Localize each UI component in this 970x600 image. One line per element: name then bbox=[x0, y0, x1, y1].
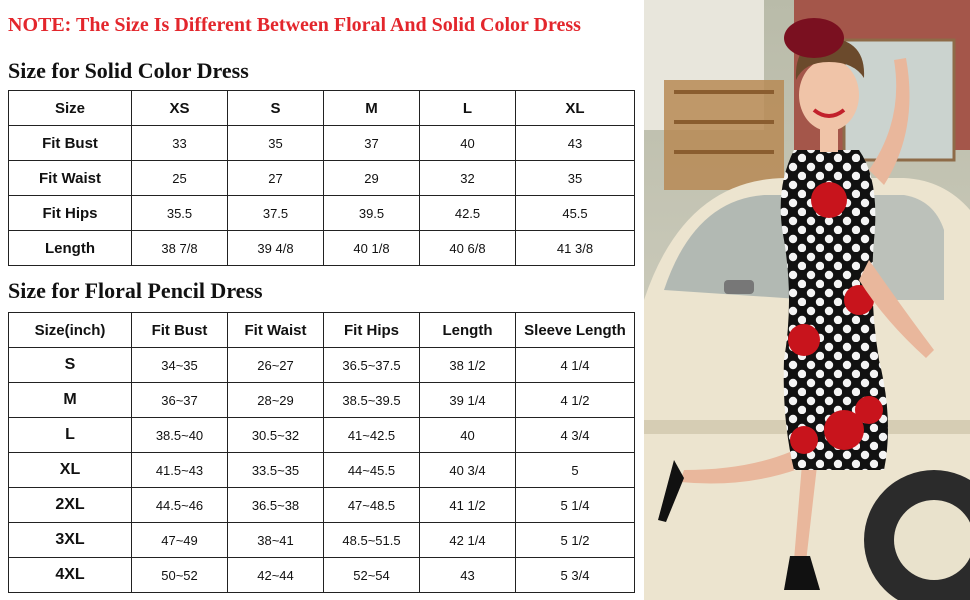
table-cell: 37 bbox=[324, 126, 420, 161]
table-cell: 43 bbox=[420, 558, 516, 593]
row-label: Length bbox=[9, 231, 132, 266]
floral-size-title: Size for Floral Pencil Dress bbox=[8, 278, 263, 303]
column-header: Fit Bust bbox=[132, 313, 228, 348]
table-cell: 34~35 bbox=[132, 348, 228, 383]
model-face bbox=[799, 59, 859, 131]
table-cell: 41 1/2 bbox=[420, 488, 516, 523]
table-cell: 29 bbox=[324, 161, 420, 196]
row-label: M bbox=[9, 383, 132, 418]
column-header: Fit Hips bbox=[324, 313, 420, 348]
table-cell: 28~29 bbox=[228, 383, 324, 418]
table-cell: 4 3/4 bbox=[516, 418, 635, 453]
row-label: 2XL bbox=[9, 488, 132, 523]
table-cell: 37.5 bbox=[228, 196, 324, 231]
table-cell: 38~41 bbox=[228, 523, 324, 558]
model-photo bbox=[644, 0, 970, 600]
table-row bbox=[9, 161, 635, 196]
table-cell: 43 bbox=[516, 126, 635, 161]
table-cell: 26~27 bbox=[228, 348, 324, 383]
size-note: NOTE: The Size Is Different Between Floral And Solid Color Dress bbox=[8, 14, 581, 36]
table-cell: 38.5~39.5 bbox=[324, 383, 420, 418]
table-cell: 42.5 bbox=[420, 196, 516, 231]
column-header: L bbox=[420, 91, 516, 126]
row-label: 3XL bbox=[9, 523, 132, 558]
table-header-row bbox=[9, 313, 635, 348]
table-header-row bbox=[9, 91, 635, 126]
table-row bbox=[9, 383, 635, 418]
table-row bbox=[9, 558, 635, 593]
row-label: Fit Waist bbox=[9, 161, 132, 196]
table-cell: 25 bbox=[132, 161, 228, 196]
table-cell: 47~48.5 bbox=[324, 488, 420, 523]
table-row bbox=[9, 196, 635, 231]
red-hat bbox=[784, 18, 844, 58]
table-row bbox=[9, 418, 635, 453]
table-cell: 47~49 bbox=[132, 523, 228, 558]
row-label: Fit Bust bbox=[9, 126, 132, 161]
table-cell: 39 4/8 bbox=[228, 231, 324, 266]
table-cell: 41.5~43 bbox=[132, 453, 228, 488]
table-cell: 32 bbox=[420, 161, 516, 196]
table-cell: 38.5~40 bbox=[132, 418, 228, 453]
table-cell: 5 1/2 bbox=[516, 523, 635, 558]
table-cell: 4 1/4 bbox=[516, 348, 635, 383]
table-cell: 5 3/4 bbox=[516, 558, 635, 593]
model-illustration bbox=[644, 0, 970, 600]
table-cell: 44~45.5 bbox=[324, 453, 420, 488]
table-cell: 39 1/4 bbox=[420, 383, 516, 418]
row-label: Fit Hips bbox=[9, 196, 132, 231]
table-cell: 35 bbox=[516, 161, 635, 196]
column-header: XS bbox=[132, 91, 228, 126]
table-cell: 42 1/4 bbox=[420, 523, 516, 558]
table-cell: 52~54 bbox=[324, 558, 420, 593]
table-cell: 41~42.5 bbox=[324, 418, 420, 453]
table-cell: 30.5~32 bbox=[228, 418, 324, 453]
table-cell: 36.5~37.5 bbox=[324, 348, 420, 383]
table-row bbox=[9, 453, 635, 488]
column-header: XL bbox=[516, 91, 635, 126]
column-header: Size(inch) bbox=[9, 313, 132, 348]
solid-size-table bbox=[8, 90, 635, 266]
table-cell: 40 6/8 bbox=[420, 231, 516, 266]
table-cell: 35.5 bbox=[132, 196, 228, 231]
table-cell: 38 7/8 bbox=[132, 231, 228, 266]
table-cell: 40 bbox=[420, 418, 516, 453]
table-cell: 5 bbox=[516, 453, 635, 488]
solid-size-title: Size for Solid Color Dress bbox=[8, 58, 249, 83]
table-cell: 5 1/4 bbox=[516, 488, 635, 523]
column-header: Size bbox=[9, 91, 132, 126]
column-header: S bbox=[228, 91, 324, 126]
column-header: Sleeve Length bbox=[516, 313, 635, 348]
column-header: Length bbox=[420, 313, 516, 348]
column-header: M bbox=[324, 91, 420, 126]
table-cell: 38 1/2 bbox=[420, 348, 516, 383]
table-cell: 4 1/2 bbox=[516, 383, 635, 418]
table-row bbox=[9, 348, 635, 383]
column-header: Fit Waist bbox=[228, 313, 324, 348]
table-cell: 41 3/8 bbox=[516, 231, 635, 266]
table-cell: 35 bbox=[228, 126, 324, 161]
table-cell: 40 1/8 bbox=[324, 231, 420, 266]
table-cell: 33 bbox=[132, 126, 228, 161]
row-label: L bbox=[9, 418, 132, 453]
row-label: XL bbox=[9, 453, 132, 488]
table-cell: 36~37 bbox=[132, 383, 228, 418]
table-row bbox=[9, 488, 635, 523]
table-cell: 36.5~38 bbox=[228, 488, 324, 523]
floral-size-table bbox=[8, 312, 635, 593]
table-cell: 48.5~51.5 bbox=[324, 523, 420, 558]
table-cell: 42~44 bbox=[228, 558, 324, 593]
row-label: S bbox=[9, 348, 132, 383]
table-cell: 40 bbox=[420, 126, 516, 161]
table-cell: 40 3/4 bbox=[420, 453, 516, 488]
table-cell: 33.5~35 bbox=[228, 453, 324, 488]
table-cell: 44.5~46 bbox=[132, 488, 228, 523]
table-cell: 39.5 bbox=[324, 196, 420, 231]
row-label: 4XL bbox=[9, 558, 132, 593]
table-cell: 27 bbox=[228, 161, 324, 196]
table-cell: 45.5 bbox=[516, 196, 635, 231]
table-row bbox=[9, 231, 635, 266]
table-row bbox=[9, 523, 635, 558]
table-cell: 50~52 bbox=[132, 558, 228, 593]
table-row bbox=[9, 126, 635, 161]
